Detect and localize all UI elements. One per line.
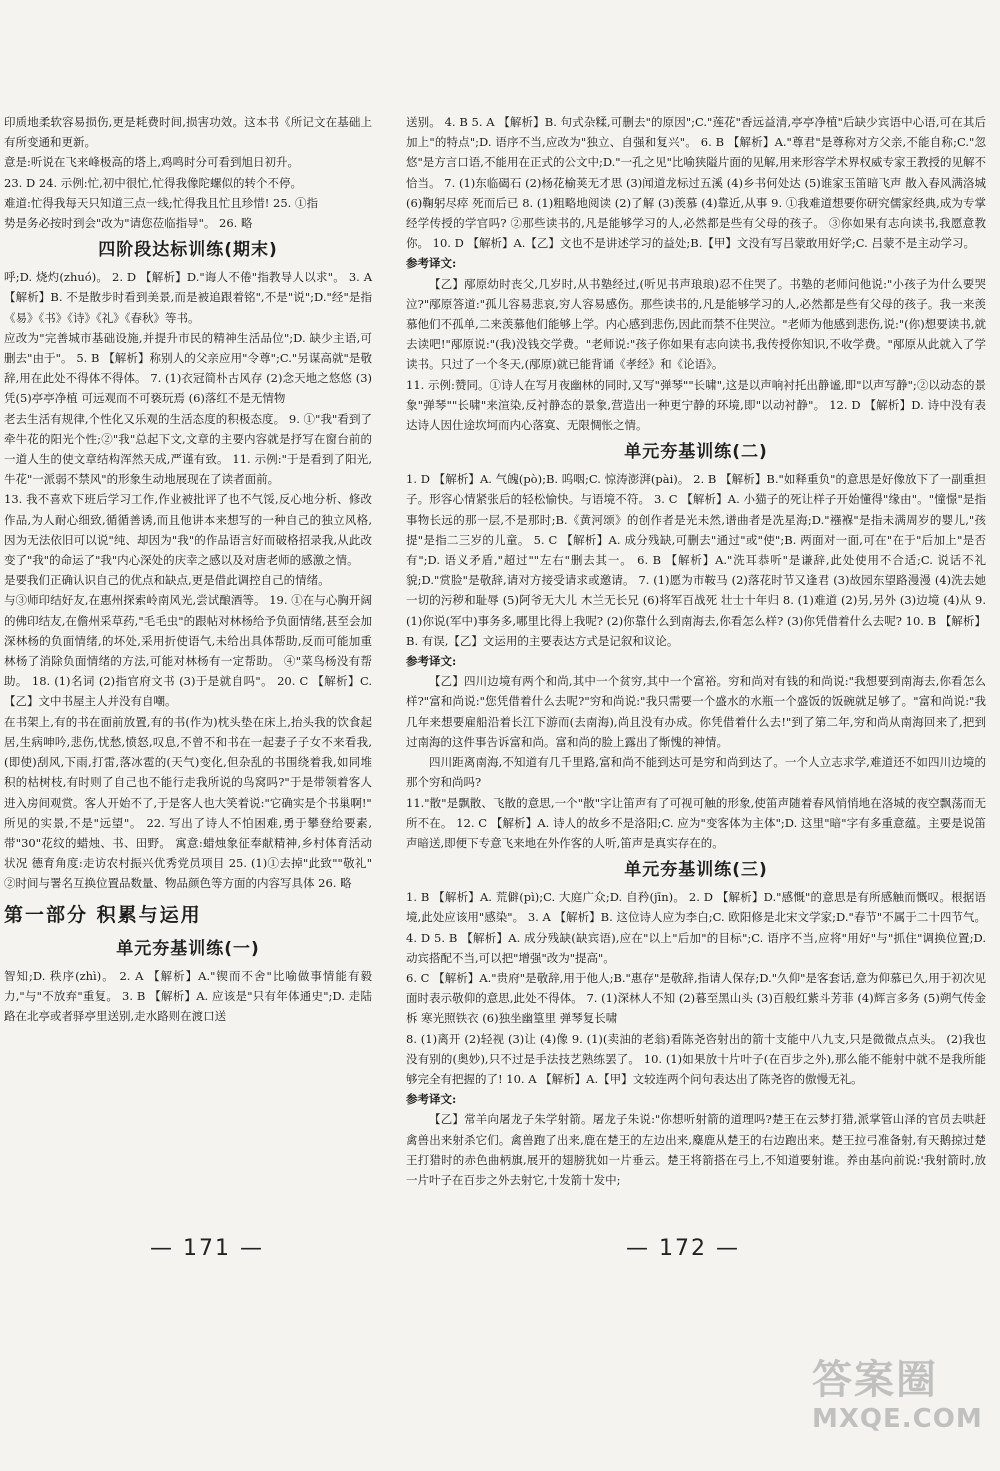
answer-paragraph: 8. (1)离开 (2)轻视 (3)让 (4)像 9. (1)(卖油的老翁)看陈尧咨射出的箭十支能中八九支,只是微微点点头。 (2)我也没有别的(奥妙),只不过是手法技艺熟练罢了。 10. (1)如果放十片叶子(在百步之外),那么能不能射中就不是我所能够完全有把握的了! 10. A 【解析】A.【甲】文较连两个问句表达出了陈尧咨的傲慢无礼。 [406, 1031, 986, 1086]
answer-paragraph: 13. 我不喜欢下班后学习工作,作业被批评了也不气馁,反心地分析、修改作品,为人耐心细致,循循善诱,而且他讲本来想写的一种自己的独立风格,因为无法依旧可以说"纯、却因为"我"的作品语言好而破格招录我,从此改变了"我"的命运了"我"内心深处的庆幸之感以及对唐老师的感激之情。 [4, 492, 372, 568]
answer-paragraph: 是要我们正确认识自己的优点和缺点,更是借此调控自己的情绪。 [4, 573, 330, 588]
watermark-title: 答案圈 [812, 1357, 938, 1403]
answer-paragraph: 所见的实景,不是"远望"。 22. 写出了诗人不怕困难,勇于攀登给要素,带"30"花纹的蜡烛、书、田野。 寓意:蜡烛象征奉献精神,乡村体育活动状况 德育角度:走访农村振兴优秀党员项目 25. (1)①去掉"此致""敬礼" ②时间与署名互换位置品数量、物品颜色等方面的内容写具体 26. 略 [4, 815, 372, 891]
answer-paragraph: 呼;D. 烧灼(zhuó)。 2. D 【解析】D."诲人不倦"指教导人以求"。 3. A 【解析】B. 不是散步时看到美景,而是被追跟着铭",不是"说";D."经"是指《易》《书》《诗》《礼》《春秋》等书。 [4, 270, 372, 325]
watermark [812, 1356, 1000, 1471]
answer-paragraph: 应改为"完善城市基础设施,并提升市民的精神生活品位";D. 缺少主语,可删去"由于"。 5. B 【解析】称别人的父亲应用"令尊";C."另谋高就"是敬辞,用在此处不得体不得体。 7. (1)衣冠简朴古风存 (2)念天地之悠悠 (3)凭(5)亭亭净植 可远观而不可亵玩焉 (6)落红不是无情物 [4, 330, 372, 406]
answer-paragraph: 意是:听说在飞来峰极高的塔上,鸡鸣时分可看到旭日初升。 [4, 155, 300, 170]
reference-translation-label: 参考译文: [406, 1092, 457, 1107]
translation-paragraph: 【乙】常羊向屠龙子朱学射箭。屠龙子朱说:"你想听射箭的道理吗?楚王在云梦打猎,派掌管山泽的官员去哄赶禽兽出来射杀它们。禽兽跑了出来,鹿在楚王的左边出来,麋鹿从楚王的右边跑出来。楚王拉弓准备射,有天鹅掠过楚王打猎时的赤色曲柄旗,展开的翅膀犹如一片垂云。楚王将箭搭在弓上,不知道要射谁。养由基向前说:'我射箭时,放一片叶子在百步之外去射它,十发箭十发中; [406, 1112, 986, 1187]
answer-paragraph: 与③师印结好友,在惠州探索岭南风光,尝试酿酒等。 19. ①在与心胸开阔的佛印结友,在儋州采草药,"毛毛虫"的跟帖对林杨给予负面情绪,甚至会加深林杨的负面情绪,的坏处,采用折使语气,未给出具体帮助,反而可能加重林杨了消除负面情绪的方法,可能对林杨有一定帮助。 ④"菜鸟杨没有帮助。 18. (1)名词 (2)指官府文书 (3)于是就自吗"。 20. C 【解析】C.【乙】文中书屋主人并没有自嘲。 [4, 593, 372, 709]
answer-paragraph: 送别。 4. B 5. A 【解析】B. 句式杂糅,可删去"的原因";C."莲花"香远益清,亭亭净植"后缺少宾语中心语,可在其后加上"的特点";D. 语序不当,应改为"独立、自强和复兴"。 6. B 【解析】A."尊君"是尊称对方父亲,不能自称;C."忽悠"是方言口语,不能用在正式的公文中;D."一孔之见"比喻狭隘片面的见解,用来形容学术界权威专家王教授的见解不恰当。 7. (1)东临碣石 (2)杨花榆荚无才思 (3)闻道龙标过五溪 (4)乡书何处达 (5)谁家玉笛暗飞声 散入春风满洛城 (6)鞠躬尽瘁 死而后已 8. (1)粗略地阅读 (2)了解 (3)羡慕 (4)靠近,从事 9. ①我难道想要你研究儒家经典,成为专掌经学传授的学官吗? ②那些读书的,凡是能够学习的人,必然都是些有父母的孩子。 ③你如果有志向读书,我愿意教你。 10. D 【解析】A.【乙】文也不是讲述学习的益处;B.【甲】文没有写吕蒙敢用好学;C. 吕蒙不是主动学习。 [406, 115, 987, 251]
page-number-left: — 171 — [150, 1236, 264, 1261]
translation-paragraph: 【乙】邴原幼时丧父,几岁时,从书塾经过,(听见书声琅琅)忍不住哭了。书塾的老师问他说:"小孩子为什么要哭泣?"邴原答道:"孤儿容易悲哀,穷人容易感伤。那些读书的,凡是能够学习的人,必然都是些有父母的孩子。我一来羡慕他们不孤单,二来羡慕他们能够上学。内心感到悲伤,因此而禁不住哭泣。"老师为他感到悲伤,说:"(你)想要读书,就去读吧!"邴原说:"(我)没钱交学费。"老师说:"孩子你如果有志向读书,我传授你知识,不收学费。"邴原从此就入了学读书。只过了一个冬天,(邴原)就已能背诵《孝经》和《论语》。 [406, 276, 986, 372]
part-heading: 第一部分 积累与运用 [4, 903, 202, 926]
translation-paragraph: 四川距离南海,不知道有几千里路,富和尚不能到达可是穷和尚到达了。一个人立志求学,难道还不如四川边境的那个穷和尚吗? [406, 755, 986, 790]
page-number-right: — 172 — [626, 1236, 740, 1261]
right-column [398, 112, 990, 1190]
answer-paragraph: 1. D 【解析】A. 气魄(pò);B. 呜咽;C. 惊涛澎湃(pài)。 2. B 【解析】B."如释重负"的意思是好像放下了一副重担子。形容心情紧张后的轻松愉快。与语境不符。 3. C 【解析】A. 小猫子的死让样子开始懂得"缘由"。"憧憬"是指事物长远的那一层,不是那时;B.《黄河颂》的创作者是光未然,谱曲者是冼星海;D."襁褓"是指未满周岁的婴儿,"孩提"是指二三岁的儿童。 5. C 【解析】A. 成分残缺,可删去"通过"或"使";B. 两面对一面,可在"在于"后加上"是否有";D. 语义矛盾,"超过""左右"删去其一。 6. B 【解析】A."洗耳恭听"是谦辞,此处使用不合适;C. 说话不礼貌;D."赏脸"是敬辞,请对方接受请求或邀请。 7. (1)愿为市鞍马 (2)落花时节又逢君 (3)故园东望路漫漫 (4)洗去她一切的污秽和耻辱 (5)阿爷无大儿 木兰无长兄 (6)将军百战死 壮士十年归 8. (1)难道 (2)另,另外 (3)边境 (4)从 9. (1)你说(军中)事务多,哪里比得上我呢? (2)你靠什么到南海去,你看怎么样? (3)你凭借着什么去呢? 10. B 【解析】B. 有误,【乙】文运用的主要表达方式是记叙和议论。 [406, 472, 986, 648]
answer-paragraph: 23. D 24. 示例:忙,初中很忙,忙得我像陀螺似的转个不停。 [4, 175, 302, 190]
reference-translation-label: 参考译文: [406, 654, 457, 669]
answer-paragraph: 在书架上,有的书在面前放置,有的书(作为)枕头垫在床上,抬头我的饮食起居,生病呻吟,悲伤,忧愁,愤怒,叹息,不曾不和书在一起妻子子女不来看我,(即使)刮风,下雨,打雷,落冰雹的(天气)变化,但杂乱的书围绕着我,如同堆积的枯树枝,有时则了自己也不能行走我所说的鸟窝吗?"于是带领着客人进入房间观赏。客人开始不了,于是客人也大笑着说:"它确实是个书巢啊!" [4, 714, 372, 810]
answer-paragraph: 难道:忙得我每天只知道三点一线;忙得我且忙且珍惜! 25. ①指 [4, 195, 318, 210]
answer-paragraph: 老去生活有规律,个性化又乐观的生活态度的积极态度。 9. ①"我"看到了牵牛花的阳光个性;②"我"总起下文,文章的主要内容就是抒写在窗台前的一道人生的使文章结构浑然天成,严谨有致。 11. 示例:"于是看到了阳光,牛花"一派弱不禁风"的形象生动地展现在了读者面前。 [4, 411, 372, 487]
answer-paragraph: 11. 示例:赞同。①诗人在写月夜幽林的同时,又写"弹琴""长啸",这是以声响衬托出静谧,即"以声写静";②以动态的景象"弹琴""长啸"来渲染,反衬静态的景象,营造出一种更宁静的环境,即"以动衬静"。 12. D 【解析】D. 诗中没有表达诗人因仕途坎坷而内心落寞、无限惆怅之情。 [406, 377, 986, 433]
answer-paragraph: 11."散"是飘散、飞散的意思,一个"散"字让笛声有了可视可触的形象,使笛声随着春风悄悄地在洛城的夜空飘荡而无所不在。 12. C 【解析】A. 诗人的故乡不是洛阳;C. 应为"变客体为主体";D. 这里"暗"字有多重意蕴。主要是说笛声暗送,即便下专意飞来地在外作客的人听,笛声是真实存在的。 [406, 795, 986, 850]
reference-translation-label: 参考译文: [406, 256, 457, 271]
section-heading: 单元夯基训练(三) [624, 860, 768, 881]
left-column [0, 112, 384, 1026]
section-heading: 单元夯基训练(二) [624, 442, 768, 463]
section-heading: 四阶段达标训练(期末) [98, 240, 278, 261]
watermark-url: MXQE.COM [812, 1404, 983, 1434]
section-heading: 单元夯基训练(一) [116, 938, 260, 959]
answer-paragraph: 智知;D. 秩序(zhì)。 2. A 【解析】A."锲而不舍"比喻做事情能有毅力,"与"不放弃"重复。 3. B 【解析】A. 应该是"只有年体通史";D. 走陆路在北亭或者驿亭里送别,走水路则在渡口送 [4, 968, 372, 1023]
answer-paragraph: 势是务必按时到会"改为"请您莅临指导"。 26. 略 [4, 216, 253, 231]
translation-paragraph: 【乙】四川边境有两个和尚,其中一个贫穷,其中一个富裕。穷和尚对有钱的和尚说:"我想要到南海去,你看怎么样?"富和尚说:"您凭借着什么去呢?"穷和尚说:"我只需要一个盛水的水瓶一个盛饭的饭碗就足够了。"富和尚说:"我几年来想要雇船沿着长江下游而(去南海),尚且没有办成。你凭借着什么去!"到了第二年,穷和尚从南海回来了,把到过南海的这件事告诉富和尚。富和尚的脸上露出了惭愧的神情。 [406, 674, 986, 749]
answer-paragraph: 1. B 【解析】A. 荒僻(pì);C. 大庭广众;D. 自矜(jīn)。 2. D 【解析】D."感慨"的意思是有所感触而慨叹。根据语境,此处应该用"感染"。 3. A 【解析】B. 这位诗人应为李白;C. 欧阳修是北宋文学家;D."春节"不属于二十四节气。 4. D 5. B 【解析】A. 成分残缺(缺宾语),应在"以上"后加"的目标";C. 语序不当,应将"用好"与"抓住"调换位置;D. 动宾搭配不当,可以把"增强"改为"提高"。 [406, 890, 986, 965]
answer-paragraph: 6. C 【解析】A."贵府"是敬辞,用于他人;B."惠存"是敬辞,指请人保存;D."久仰"是客套话,意为仰慕已久,用于初次见面时表示敬仰的意思,此处不得体。 7. (1)深林人不知 (2)暮至黑山头 (3)百般红紫斗芳菲 (4)辉言多务 (5)朔气传金柝 寒光照铁衣 (6)独坐幽篁里 弹琴复长啸 [406, 970, 986, 1026]
answer-paragraph: 印质地柔软容易损伤,更是耗费时间,损害功效。这本书《所记文在基础上有所变通和更新。 [4, 115, 372, 150]
